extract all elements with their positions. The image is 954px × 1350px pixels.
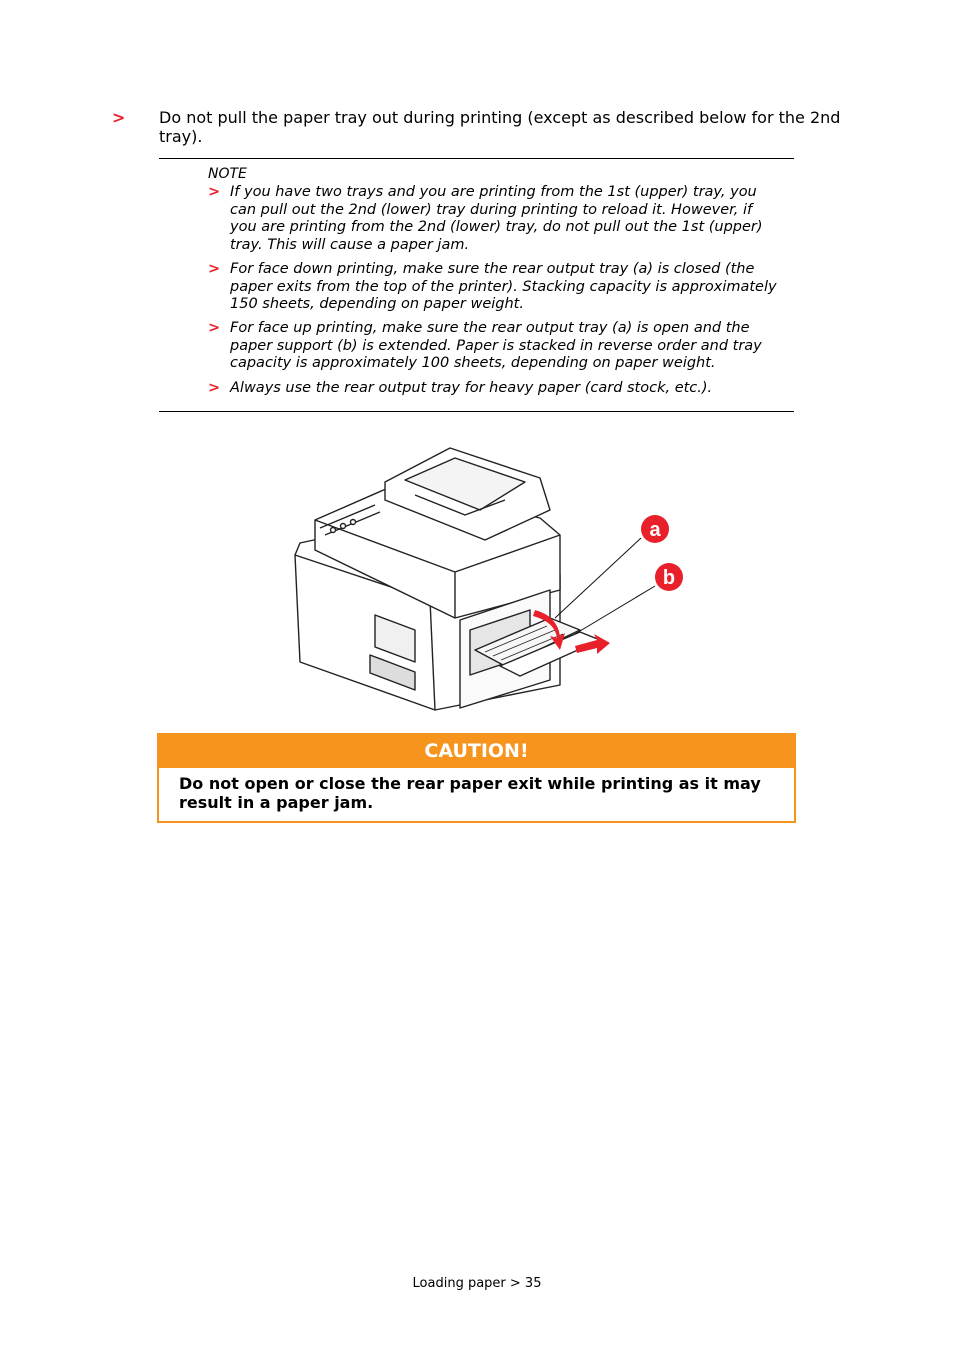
main-instruction: Do not pull the paper tray out during printing (except as described below for the 2nd tray). [159, 108, 841, 146]
note-bottom-rule [159, 411, 794, 412]
printer-drawing [285, 440, 695, 720]
note-item-text: For face up printing, make sure the rear output tray (a) is open and the paper support (b) is extended. Paper is stacked in reverse order and tray capacity is approximately 100 sheets, depending on paper weight. [230, 320, 762, 372]
note-title: NOTE [208, 166, 247, 182]
bullet-marker: > [112, 108, 126, 127]
page-footer: Loading paper > 35 [412, 1276, 542, 1291]
note-top-rule [159, 158, 794, 159]
bullet-marker: > [208, 261, 221, 277]
callout-b-label: b [662, 567, 676, 589]
callout-a-label: a [649, 519, 661, 541]
caution-text: Do not open or close the rear paper exit while printing as it may result in a paper jam. [179, 774, 761, 812]
bullet-marker: > [208, 184, 221, 200]
note-item-text: If you have two trays and you are printing from the 1st (upper) tray, you can pull out the 2nd (lower) tray during printing to reload it. However, if you are printing from the 2nd (lower) tray, do not pull out the 1st (upper) tray. This will cause a paper jam. [230, 184, 763, 253]
note-item [208, 380, 778, 398]
printer-illustration [285, 440, 695, 720]
note-item [208, 320, 778, 373]
note-item [208, 184, 778, 254]
bullet-marker: > [208, 380, 221, 396]
bullet-marker: > [208, 320, 221, 336]
note-item-text: For face down printing, make sure the rear output tray (a) is closed (the paper exits from the top of the printer). Stacking capacity is approximately 150 sheets, depending on paper weight. [230, 261, 777, 313]
caution-box [157, 733, 796, 823]
note-item [208, 261, 778, 314]
caution-title: CAUTION! [159, 735, 794, 768]
note-item-text: Always use the rear output tray for heavy paper (card stock, etc.). [230, 380, 713, 396]
